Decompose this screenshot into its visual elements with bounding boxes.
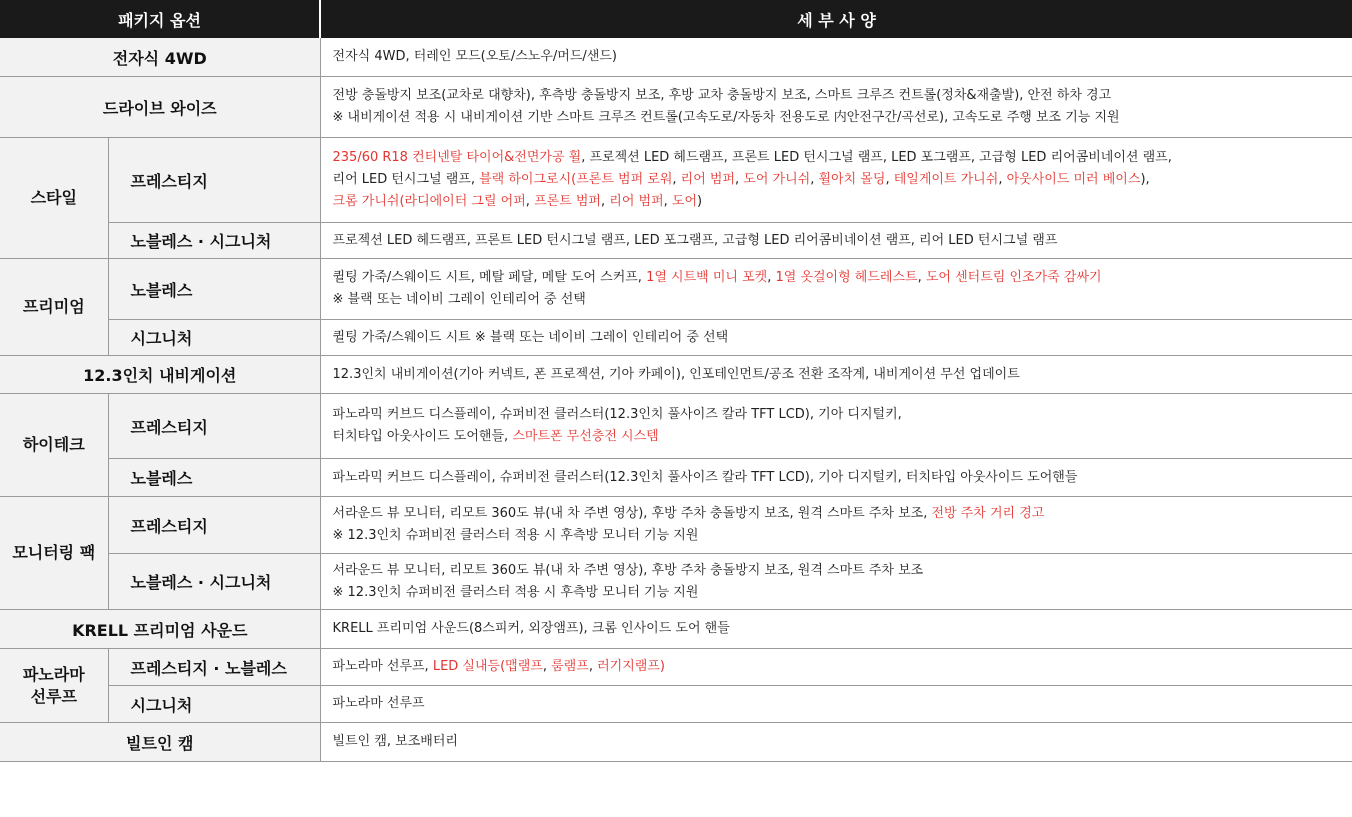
- package-spec: [320, 497, 1352, 554]
- package-spec: [320, 554, 1352, 610]
- spec-line: 서라운드 뷰 모니터, 리모트 360도 뷰(내 차 주변 영상), 후방 주차 충돌방지 보조, 원격 스마트 주차 보조: [332, 562, 924, 578]
- highlight-text: 테일게이트 가니쉬: [893, 172, 999, 187]
- package-name: 빌트인 캠: [0, 723, 320, 762]
- table-row-style-noblesse-signature: [0, 223, 1352, 259]
- trim-label: 시그니처: [108, 686, 320, 723]
- spec-note: ※ 12.3인치 슈퍼비전 클러스터 적용 시 후측방 모니터 기능 지원: [332, 584, 699, 600]
- package-group-name: 모니터링 팩: [0, 497, 108, 610]
- highlight-text: 휠아치 몰딩: [818, 172, 886, 187]
- table-row-hitech-prestige: [0, 394, 1352, 459]
- package-spec: 12.3인치 내비게이션(기아 커넥트, 폰 프로젝션, 기아 카페이), 인포테인먼트/공조 전환 조작계, 내비게이션 무선 업데이트: [320, 356, 1352, 394]
- table-row-drivewise: [0, 77, 1352, 138]
- highlight-text: 도어 가니쉬: [743, 172, 811, 187]
- package-spec: 파노라마 선루프: [320, 686, 1352, 723]
- spec-text: ,: [885, 172, 894, 187]
- spec-text: ): [697, 194, 703, 209]
- detail-spec-header: 세 부 사 양: [320, 0, 1352, 38]
- spec-note: ※ 12.3인치 슈퍼비전 클러스터 적용 시 후측방 모니터 기능 지원: [332, 528, 699, 543]
- package-name: KRELL 프리미엄 사운드: [0, 610, 320, 649]
- trim-label: 노블레스 · 시그니처: [108, 554, 320, 610]
- table-row-premium-signature: [0, 320, 1352, 356]
- package-spec: KRELL 프리미엄 사운드(8스피커, 외장앰프), 크롬 인사이드 도어 핸들: [320, 610, 1352, 649]
- table-row-monitoring-noblesse-signature: [0, 554, 1352, 610]
- highlight-text: 룸램프: [551, 659, 589, 674]
- spec-text: , 프로젝션 LED 헤드램프, 프론트 LED 턴시그널 램프, LED 포그램프, 고급형 LED 리어콤비네이션 램프,: [581, 150, 1172, 165]
- spec-line: [333, 169, 1352, 191]
- group-name-line: 선루프: [30, 686, 77, 706]
- table-row-monitoring-prestige: [0, 497, 1352, 554]
- spec-text: 터치타입 아웃사이드 도어핸들,: [332, 429, 513, 444]
- package-spec: [320, 394, 1352, 459]
- highlight-text: 프론트 범퍼: [534, 194, 601, 209]
- spec-text: ,: [672, 172, 681, 187]
- trim-label: 노블레스: [108, 259, 320, 320]
- highlight-text: 크롬 가니쉬(라디에이터 그릴 어퍼: [332, 194, 526, 209]
- table-row-style-prestige: [0, 138, 1352, 223]
- spec-text: ,: [767, 270, 776, 285]
- package-spec: 퀼팅 가죽/스웨이드 시트 ※ 블랙 또는 네이비 그레이 인테리어 중 선택: [320, 320, 1352, 356]
- package-name: 12.3인치 내비게이션: [0, 356, 320, 394]
- spec-text: ,: [663, 194, 672, 209]
- highlight-text: 235/60 R18 컨티넨탈 타이어&전면가공 휠: [332, 150, 582, 165]
- package-option-header: 패키지 옵션: [0, 0, 320, 38]
- highlight-text: 1열 옷걸이형 헤드레스트: [775, 270, 918, 285]
- package-spec: [320, 649, 1352, 686]
- spec-text: ,: [542, 659, 552, 674]
- table-row-hitech-noblesse: [0, 459, 1352, 497]
- highlight-text: 도어 센터트림 인조가죽 감싸기: [925, 270, 1102, 285]
- spec-line: [333, 147, 1352, 169]
- highlight-text: 리어 범퍼: [680, 172, 736, 187]
- table-row-panorama-prestige-noblesse: [0, 649, 1352, 686]
- spec-text: ,: [525, 194, 535, 209]
- package-spec: [320, 259, 1352, 320]
- trim-label: 프레스티지 · 노블레스: [108, 649, 320, 686]
- package-name: 드라이브 와이즈: [0, 77, 320, 138]
- spec-text: 서라운드 뷰 모니터, 리모트 360도 뷰(내 차 주변 영상), 후방 주차 충돌방지 보조, 원격 스마트 주차 보조,: [332, 506, 932, 521]
- spec-note: ※ 블랙 또는 네이비 그레이 인테리어 중 선택: [332, 292, 586, 307]
- spec-text: ,: [601, 194, 610, 209]
- spec-note: ※ 내비게이션 적용 시 내비게이션 기반 스마트 크루즈 컨트롤(고속도로/자동차 전용도로 内안전구간/곡선로), 고속도로 주행 보조 기능 지원: [332, 110, 1120, 125]
- spec-text: ,: [735, 172, 744, 187]
- spec-line: [333, 503, 1352, 525]
- trim-label: 노블레스: [108, 459, 320, 497]
- trim-label: 프레스티지: [108, 497, 320, 554]
- highlight-text: 리어 범퍼: [609, 194, 664, 209]
- spec-text: 퀼팅 가죽/스웨이드 시트, 메탈 페달, 메탈 도어 스커프,: [332, 270, 647, 285]
- spec-line: 전방 충돌방지 보조(교차로 대향차), 후측방 충돌방지 보조, 후방 교차 충돌방지 보조, 스마트 크루즈 컨트롤(정차&재출발), 안전 하차 경고: [332, 88, 1112, 103]
- spec-text: ,: [810, 172, 819, 187]
- package-name: 전자식 4WD: [0, 38, 320, 77]
- table-row-builtin-cam: [0, 723, 1352, 762]
- table-header-row: [0, 0, 1352, 38]
- package-group-name: [0, 649, 108, 723]
- package-spec: [320, 138, 1352, 223]
- package-spec: 빌트인 캠, 보조배터리: [320, 723, 1352, 762]
- package-spec: 프로젝션 LED 헤드램프, 프론트 LED 턴시그널 램프, LED 포그램프, 고급형 LED 리어콤비네이션 램프, 리어 LED 턴시그널 램프: [320, 223, 1352, 259]
- highlight-text: 1열 시트백 미니 포켓: [646, 270, 768, 285]
- package-group-name: 하이테크: [0, 394, 108, 497]
- table-row-krell: [0, 610, 1352, 649]
- package-group-name: 스타일: [0, 138, 108, 259]
- spec-line: 파노라믹 커브드 디스플레이, 슈퍼비전 클러스터(12.3인치 풀사이즈 칼라 TFT LCD), 기아 디지털키,: [332, 407, 902, 422]
- highlight-text: LED 실내등(맵램프: [432, 659, 543, 674]
- highlight-text: 전방 주차 거리 경고: [931, 506, 1045, 521]
- package-spec: [320, 77, 1352, 138]
- spec-text: ,: [588, 659, 598, 674]
- table-row-awd: [0, 38, 1352, 77]
- table-row-navigation: [0, 356, 1352, 394]
- spec-text: ,: [998, 172, 1007, 187]
- spec-text: ),: [1140, 172, 1150, 187]
- trim-label: 프레스티지: [108, 138, 320, 223]
- trim-label: 노블레스 · 시그니처: [108, 223, 320, 259]
- highlight-text: 러기지램프): [597, 659, 665, 674]
- highlight-text: 블랙 하이그로시(프론트 범퍼 로워: [479, 172, 673, 187]
- spec-line: [333, 426, 1352, 448]
- highlight-text: 스마트폰 무선충전 시스템: [512, 429, 659, 444]
- spec-text: ,: [917, 270, 926, 285]
- package-spec: 파노라믹 커브드 디스플레이, 슈퍼비전 클러스터(12.3인치 풀사이즈 칼라 TFT LCD), 기아 디지털키, 터치타입 아웃사이드 도어핸들: [320, 459, 1352, 497]
- table-row-panorama-signature: [0, 686, 1352, 723]
- spec-line: [333, 267, 1352, 289]
- package-group-name: 프리미엄: [0, 259, 108, 356]
- trim-label: 시그니처: [108, 320, 320, 356]
- trim-label: 프레스티지: [108, 394, 320, 459]
- group-name-line: 파노라마: [22, 664, 85, 684]
- spec-text: 리어 LED 턴시그널 램프,: [332, 172, 480, 187]
- table-row-premium-noblesse: [0, 259, 1352, 320]
- spec-line: [333, 191, 1352, 213]
- highlight-text: 도어: [671, 194, 698, 209]
- package-spec: 전자식 4WD, 터레인 모드(오토/스노우/머드/샌드): [320, 38, 1352, 77]
- spec-text: 파노라마 선루프,: [332, 659, 433, 674]
- highlight-text: 아웃사이드 미러 베이스: [1006, 172, 1141, 187]
